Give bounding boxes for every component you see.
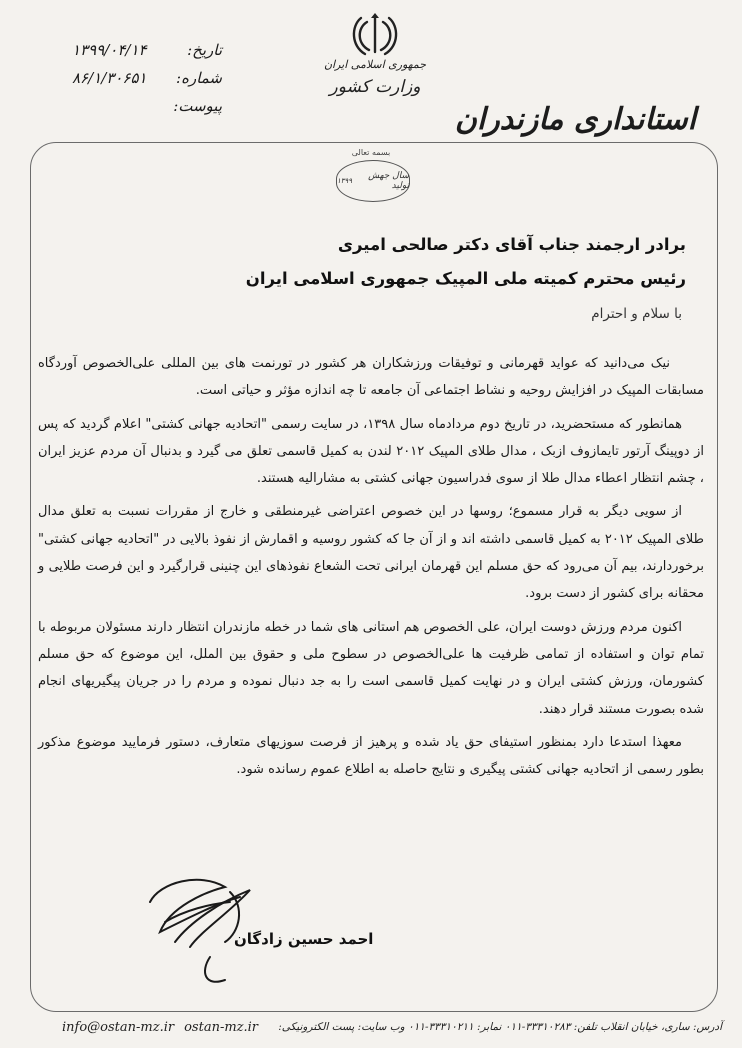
body-paragraph: معهذا استدعا دارد بمنظور استیفای حق یاد شده و پرهیز از فرصت سوزیهای متعارف، دستور فرمایید موضوع مذکور بطور رسمی از اتحادیه جهانی کشتی پیگیری و نتایج حاصله به اطلاع عموم رسانده شود.: [38, 734, 704, 778]
bismillah: بسمه تعالی: [351, 148, 391, 157]
footer-email[interactable]: info@ostan-mz.ir: [62, 1019, 175, 1035]
slogan-year: ۱۳۹۹: [337, 177, 353, 185]
slogan-text: سال جهش تولید: [368, 171, 409, 191]
office-title: استانداری مازندران: [454, 102, 696, 137]
greeting: با سلام و احترام: [591, 306, 682, 322]
handwritten-signature: [130, 862, 320, 992]
date-label: تاریخ:: [187, 41, 222, 59]
letter-metadata: [72, 36, 222, 120]
date-row: [72, 36, 222, 64]
footer-contacts: [62, 1020, 258, 1035]
body-paragraph: همانطور که مستحضرید، در تاریخ دوم مردادماه سال ۱۳۹۸، در سایت رسمی "اتحادیه جهانی کشتی" اعلام گردید که پس از دوپینگ آرتور تایمازوف ازبک ، مدال طلای المپیک ۲۰۱۲ لندن به کمیل قاسمی تعلق می گیرد و بدنبال آن مردم عزیز ایران ، چشم انتظار اعطاء مدال طلا از سوی فدراسیون جهانی کشتی به مشارالیه هستند.: [38, 416, 704, 487]
ministry-name: وزارت کشور: [329, 77, 421, 97]
date-value: ۱۳۹۹/۰۴/۱۴: [72, 41, 147, 59]
recipient-block: [86, 228, 686, 296]
iran-emblem-icon: [349, 12, 401, 56]
body-paragraph: نیک می‌دانید که عواید قهرمانی و توفیقات ورزشکاران هر کشور در تورنمت های بین المللی علی‌الخصوص آوردگاه مسابقات المپیک در افزایش روحیه و نشاط اجتماعی آن جامعه تا چه اندازه مؤثر و حیاتی است.: [38, 356, 704, 399]
emblem-caption: جمهوری اسلامی ایران: [323, 58, 427, 71]
number-label: شماره:: [176, 69, 222, 87]
recipient-line-1: برادر ارجمند جناب آقای دکتر صالحی امیری: [337, 235, 686, 254]
letter-body: [38, 350, 704, 789]
attachment-label: پیوست:: [173, 97, 222, 115]
attachment-row: [72, 92, 222, 120]
recipient-line-2: رئیس محترم کمیته ملی المپیک جمهوری اسلامی ایران: [245, 269, 686, 288]
footer-website[interactable]: ostan-mz.ir: [184, 1019, 259, 1035]
number-row: [72, 64, 222, 92]
body-paragraph: از سویی دیگر به قرار مسموع؛ روسها در این خصوص اعتراضی غیرمنطقی و خارج از مقررات نسبت به تعلق مدال طلای المپیک ۲۰۱۲ به کمیل قاسمی داشته اند و از آن جا که کشور روسیه و اقمارش از نفوذ بالایی در "اتحادیه جهانی کشتی" برخوردارند، بیم آن می‌رود که حق مسلم این قهرمان ایرانی تحت الشعاع نفوذهای این چنینی قرارگیرد و این فرصت طلایی و محقانه برای کشور از دست برود.: [38, 504, 704, 602]
emblem-block: [320, 12, 430, 97]
number-value: ۸۶/۱/۳۰۶۵۱: [72, 69, 147, 87]
signer-name: احمد حسین زادگان: [234, 930, 374, 948]
footer-address: آدرس: ساری، خیابان انقلاب تلفن: ۳۳۳۱۰۲۸۳-۰۱۱ نمابر: ۳۳۳۱۰۲۱۱-۰۱۱ وب سایت: پست الکترونیکی:: [278, 1021, 722, 1033]
slogan-badge: [336, 160, 410, 202]
body-paragraph: اکنون مردم ورزش دوست ایران، علی الخصوص هم استانی های شما در خطه مازندران انتظار دارند مسئولان مربوطه با تمام توان و استفاده از تمامی ظرفیت ها علی‌الخصوص در سطوح ملی و حقوق بین الملل، این موضوع که حق مسلم کشورمان، ورزش کشتی ایران و در نهایت کمیل قاسمی است را به جد دنبال نموده و مردم را در جریان پیگیریهای انجام شده بصورت مستند قرار دهند.: [38, 619, 704, 717]
letter-footer: [62, 1016, 722, 1038]
